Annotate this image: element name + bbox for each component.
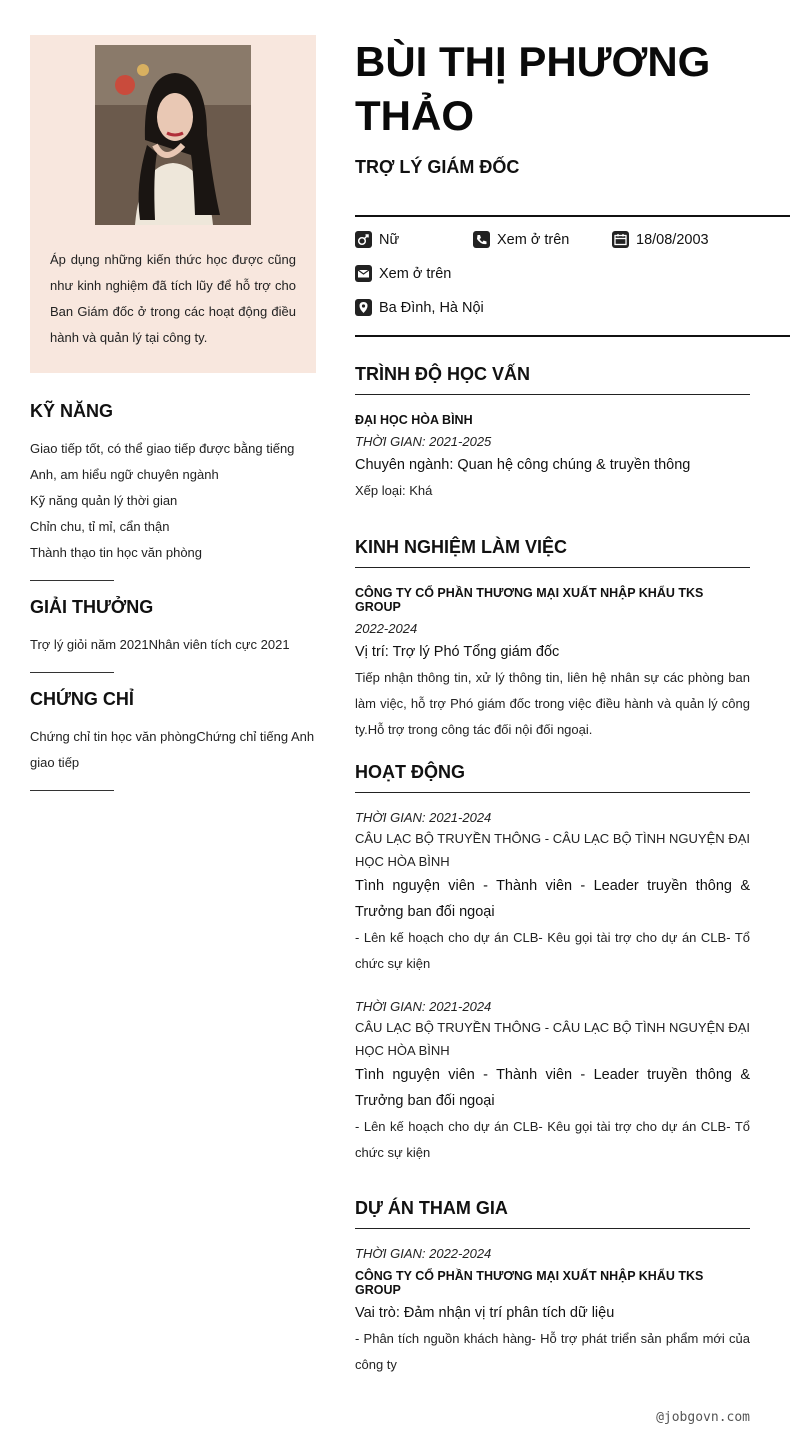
experience-section [355,537,750,743]
job-title: TRỢ LÝ GIÁM ĐỐC [355,157,520,177]
contact-birthday [612,231,709,248]
projects-heading: DỰ ÁN THAM GIA [355,1198,750,1229]
project-description: - Phân tích nguồn khách hàng- Hỗ trợ phát triển sản phẩm mới của công ty [355,1331,750,1372]
education-heading: TRÌNH ĐỘ HỌC VẤN [355,364,750,395]
section-divider [30,790,114,791]
email-icon [355,265,372,282]
footer-watermark[interactable]: @jobgovn.com [656,1410,750,1425]
activities-heading: HOẠT ĐỘNG [355,762,750,793]
profile-photo [95,45,251,225]
project-company: CÔNG TY CỔ PHẦN THƯƠNG MẠI XUẤT NHẬP KHẨU TKS GROUP [355,1269,704,1297]
activity-organization: CÂU LẠC BỘ TRUYỀN THÔNG - CÂU LẠC BỘ TÌNH NGUYỆN ĐẠI HỌC HÒA BÌNH [355,831,750,869]
education-section [355,364,750,504]
projects-section [355,1198,750,1378]
activity-organization: CÂU LẠC BỘ TRUYỀN THÔNG - CÂU LẠC BỘ TÌNH NGUYỆN ĐẠI HỌC HÒA BÌNH [355,1020,750,1058]
activity-role: Tình nguyện viên - Thành viên - Leader truyền thông & Trưởng ban đối ngoại [355,878,750,920]
certificate-item: Chứng chỉ tin học văn phòngChứng chỉ tiếng Anh giao tiếp [30,729,315,770]
contact-email [355,265,451,282]
awards-section [30,597,316,673]
activities-section [355,762,750,1166]
activity-item [355,810,750,977]
education-grade: Xếp loại: Khá [355,483,433,498]
experience-period: 2022-2024 [355,621,418,636]
calendar-icon [612,231,629,248]
project-role: Vai trò: Đảm nhận vị trí phân tích dữ liệu [355,1305,615,1321]
profile-box [30,35,316,373]
phone-value: Xem ở trên [497,231,570,248]
awards-heading: GIẢI THƯỞNG [30,597,154,617]
activity-time: THỜI GIAN: 2021-2024 [355,810,492,825]
experience-heading: KINH NGHIỆM LÀM VIỆC [355,537,750,568]
location-icon [355,299,372,316]
birthday-value: 18/08/2003 [636,231,709,248]
section-divider [30,580,114,581]
certificates-section [30,689,316,791]
activity-description: - Lên kế hoạch cho dự án CLB- Kêu gọi tài trợ cho dự án CLB- Tổ chức sự kiện [355,930,750,971]
experience-position: Vị trí: Trợ lý Phó Tổng giám đốc [355,644,560,660]
contact-gender [355,231,399,248]
skill-item: Chỉn chu, tỉ mỉ, cẩn thận [30,519,170,534]
gender-icon [355,231,372,248]
contact-phone [473,231,569,248]
experience-company: CÔNG TY CỔ PHẦN THƯƠNG MẠI XUẤT NHẬP KHẨU TKS GROUP [355,586,704,614]
header [355,35,750,178]
candidate-name: BÙI THỊ PHƯƠNG THẢO [355,38,711,139]
skill-item: Giao tiếp tốt, có thể giao tiếp được bằng tiếng Anh, am hiểu ngữ chuyên ngành [30,441,295,482]
career-objective: Áp dụng những kiến thức học được cũng như kinh nghiệm đã tích lũy để hỗ trợ cho Ban Giám đốc ở trong các hoạt động điều hành và quản lý tại công ty. [50,252,296,345]
activity-item [355,999,750,1166]
skills-heading: KỸ NĂNG [30,401,114,421]
activity-time: THỜI GIAN: 2021-2024 [355,999,492,1014]
activity-description: - Lên kế hoạch cho dự án CLB- Kêu gọi tài trợ cho dự án CLB- Tổ chức sự kiện [355,1119,750,1160]
education-time: THỜI GIAN: 2021-2025 [355,434,492,449]
certificates-heading: CHỨNG CHỈ [30,689,134,709]
contact-block [355,215,790,337]
contact-address [355,299,484,316]
email-value: Xem ở trên [379,265,452,282]
experience-description: Tiếp nhận thông tin, xử lý thông tin, liên hệ nhân sự các phòng ban làm việc, hỗ trợ Phó giám đốc trong việc điều hành và quản lý công ty.Hỗ trợ trong công tác đối nội đối ngoại. [355,670,750,737]
address-value: Ba Đình, Hà Nội [379,299,484,316]
skill-item: Thành thạo tin học văn phòng [30,545,203,560]
section-divider [30,672,114,673]
skill-item: Kỹ năng quản lý thời gian [30,493,178,508]
education-school: ĐẠI HỌC HÒA BÌNH [355,413,473,427]
activity-role: Tình nguyện viên - Thành viên - Leader truyền thông & Trưởng ban đối ngoại [355,1067,750,1109]
phone-icon [473,231,490,248]
award-item: Trợ lý giỏi năm 2021Nhân viên tích cực 2021 [30,637,290,652]
gender-value: Nữ [379,231,400,248]
skills-section [30,401,316,581]
education-major: Chuyên ngành: Quan hệ công chúng & truyền thông [355,457,691,473]
project-time: THỜI GIAN: 2022-2024 [355,1246,492,1261]
left-column [30,35,316,791]
